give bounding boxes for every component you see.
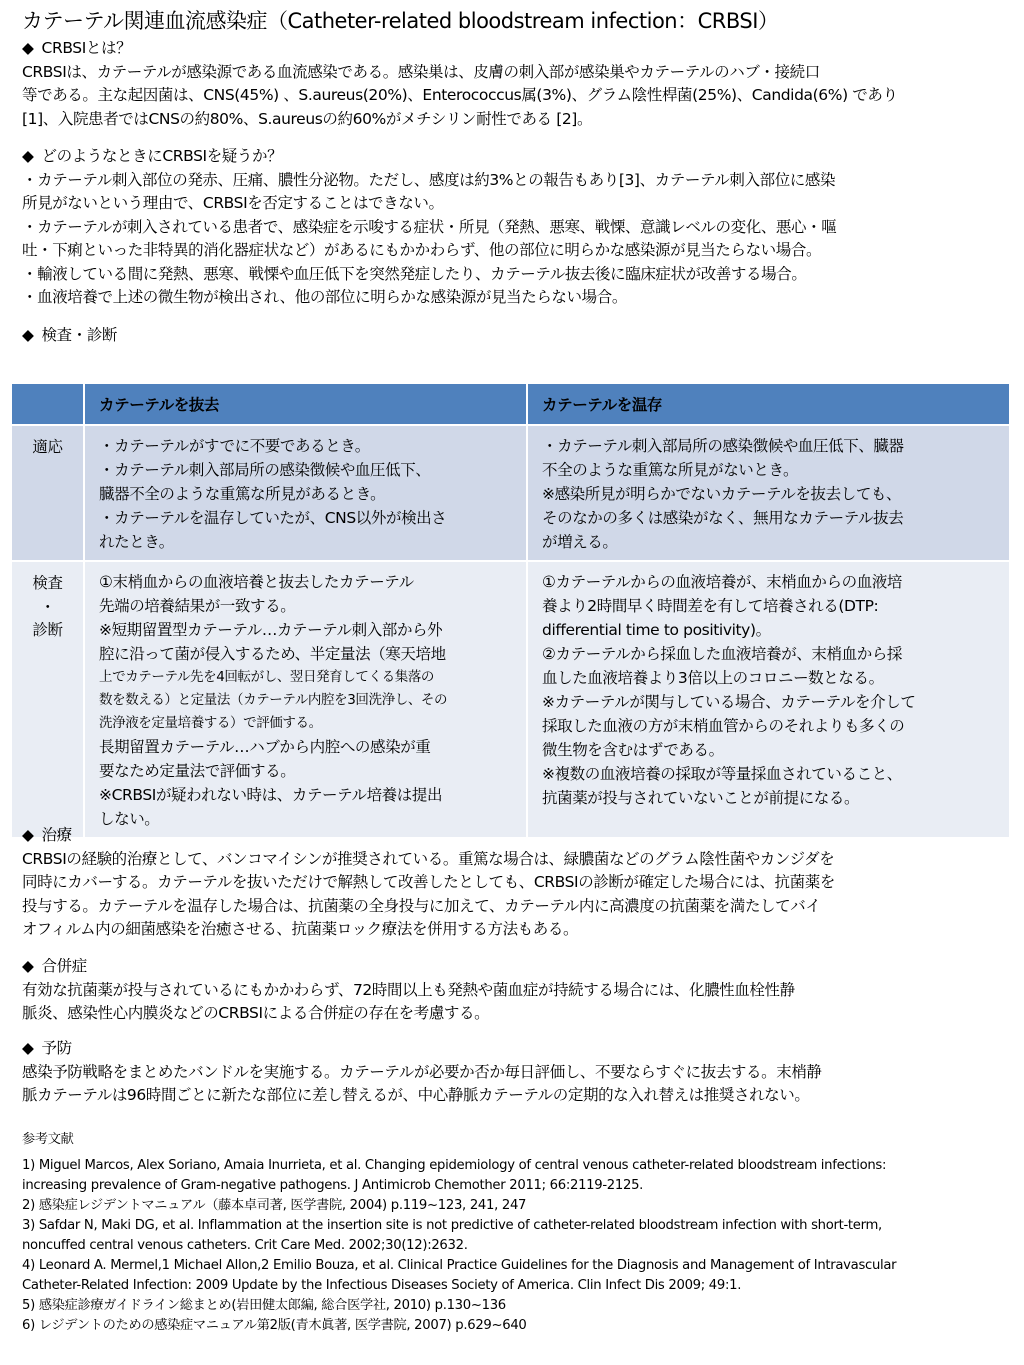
reference-line: 3) Safdar N, Maki DG, et al. Inflammation at the insertion site is not predictive of catheter-related bloodstream infection with short-term,	[22, 1218, 882, 1233]
section-line: ・血液培養で上述の微生物が検出され、他の部位に明らかな感染源が見当たらない場合。	[22, 288, 627, 306]
references-title: 参考文献	[22, 1132, 74, 1147]
cell-diagnosis-keep: ①カテーテルからの血液培養が、末梢血からの血液培 養より2時間早く時間差を有して培養される(DTP: differential time to positivity)。 ②カテーテルから採血した血液培養が、末梢血から採 血した血液培養より3倍以上のコロニー数となる。 ※カテーテルが関与している場合、カテーテルを介して 採取した血液の方が末梢血管からのそれよりも多くの 微生物を含むはずである。 ※複数の血液培養の採取が等量採血されていること、 抗菌薬が投与されていないことが前提になる。	[527, 561, 1010, 838]
section-line: ・カテーテルが刺入されている患者で、感染症を示唆する症状・所見（発熱、悪寒、戦慄、意識レベルの変化、悪心・嘔	[22, 217, 837, 236]
section-heading: ◆ CRBSIとは？	[22, 37, 1007, 61]
table-row	[11, 425, 1010, 561]
section-heading: ◆ 検査・診断	[22, 324, 1007, 348]
table-header-keep: カテーテルを温存	[527, 383, 1010, 425]
reference-line: noncuffed central venous catheters. Crit Care Med. 2002;30(12):2632.	[22, 1238, 468, 1253]
reference-line: 4) Leonard A. Mermel,1 Michael Allon,2 Emilio Bouza, et al. Clinical Practice Guidelines for the Diagnosis and Management of Intravascular	[22, 1258, 897, 1273]
section-line: 所見がないという理由で、CRBSIを否定することはできない。	[22, 194, 444, 212]
section-line: 脈カテーテルは96時間ごとに新たな部位に差し替えるが、中心静脈カテーテルの定期的な入れ替えは推奨されない。	[22, 1086, 810, 1104]
section-heading: ◆ 合併症	[22, 955, 1007, 979]
diamond-bullet-icon: ◆	[22, 326, 34, 344]
section-line: 投与する。カテーテルを温存した場合は、抗菌薬の全身投与に加えて、カテーテル内に高濃度の抗菌薬を満たしてバイ	[22, 896, 821, 915]
section-complications	[22, 955, 1007, 1026]
row-head-diagnosis: 検査 ・ 診断	[11, 561, 84, 838]
reference-line: increasing prevalence of Gram-negative pathogens. J Antimicrob Chemother 2011; 66:2119-2125.	[22, 1178, 644, 1193]
reference-line: 5) 感染症診療ガイドライン総まとめ(岩田健太郎編, 総合医学社, 2010) p.130~136	[22, 1298, 506, 1313]
section-heading: ◆ 予防	[22, 1037, 1007, 1061]
section-line: 等である。主な起因菌は、CNS(45%) 、S.aureus(20%)、Enterococcus属(3%)、グラム陰性桿菌(25%)、Candida(6%) であり	[22, 86, 898, 104]
section-line: CRBSIは、カテーテルが感染源である血流感染である。感染巣は、皮膚の刺入部が感染巣やカテーテルのハブ・接続口	[22, 62, 820, 81]
section-treatment	[22, 824, 1007, 942]
reference-line: 6) レジデントのための感染症マニュアル第2版(青木眞著, 医学書院, 2007) p.629~640	[22, 1318, 527, 1333]
section-heading: ◆ どのようなときにCRBSIを疑うか？	[22, 145, 1007, 169]
section-prevention	[22, 1037, 1007, 1108]
diamond-bullet-icon: ◆	[22, 957, 34, 975]
cell-indication-remove: ・カテーテルがすでに不要であるとき。 ・カテーテル刺入部局所の感染徴候や血圧低下、 臓器不全のような重篤な所見があるとき。 ・カテーテルを温存していたが、CNS以外が検出さ れたとき。	[84, 425, 527, 561]
reference-line: 2) 感染症レジデントマニュアル（藤本卓司著, 医学書院, 2004) p.119~123, 241, 247	[22, 1198, 527, 1213]
section-line: オフィルム内の細菌感染を治癒させる、抗菌薬ロック療法を併用する方法もある。	[22, 920, 579, 938]
section-line: 感染予防戦略をまとめたバンドルを実施する。カテーテルが必要か否か毎日評価し、不要ならすぐに抜去する。末梢静	[22, 1062, 822, 1081]
reference-line: Catheter-Related Infection: 2009 Update by the Infectious Diseases Society of America. Clin Infect Dis 2009; 49:1.	[22, 1278, 742, 1293]
section-line: 吐・下痢といった非特異的消化器症状など）があるにもかかわらず、他の部位に明らかな感染源が見当たらない場合。	[22, 241, 822, 259]
section-line: 同時にカバーする。カテーテルを抜いただけで解熱して改善したとしても、CRBSIの診断が確定した場合には、抗菌薬を	[22, 873, 835, 891]
section-line: [1]、入院患者ではCNSの約80%、S.aureusの約60%がメチシリン耐性である [2]。	[22, 109, 593, 128]
diamond-bullet-icon: ◆	[22, 39, 34, 57]
diamond-bullet-icon: ◆	[22, 147, 34, 165]
table-header-remove: カテーテルを抜去	[84, 383, 527, 425]
section-suspect	[22, 145, 1007, 310]
table-row	[11, 561, 1010, 838]
section-line: 有効な抗菌薬が投与されているにもかかわらず、72時間以上も発熱や菌血症が持続する場合には、化膿性血栓性静	[22, 980, 795, 999]
section-line: CRBSIの経験的治療として、バンコマイシンが推奨されている。重篤な場合は、緑膿菌などのグラム陰性菌やカンジダを	[22, 849, 835, 868]
diamond-bullet-icon: ◆	[22, 826, 34, 844]
table-corner-cell	[11, 383, 84, 425]
section-heading: ◆ 治療	[22, 824, 1007, 848]
section-line: ・輸液している間に発熱、悪寒、戦慄や血圧低下を突然発症したり、カテーテル抜去後に臨床症状が改善する場合。	[22, 264, 807, 283]
document-title: カテーテル関連血流感染症（Catheter-related bloodstream infection：CRBSI）	[22, 9, 779, 33]
references	[22, 1130, 1012, 1336]
section-line: 脈炎、感染性心内膜炎などのCRBSIによる合併症の存在を考慮する。	[22, 1004, 490, 1022]
section-line: ・カテーテル刺入部位の発赤、圧痛、膿性分泌物。ただし、感度は約3%との報告もあり[3]、カテーテル刺入部位に感染	[22, 170, 836, 189]
diamond-bullet-icon: ◆	[22, 1039, 34, 1057]
cell-diagnosis-remove: ①末梢血からの血液培養と抜去したカテーテル 先端の培養結果が一致する。 ※短期留置型カテーテル…カテーテル刺入部から外 腔に沿って菌が侵入するため、半定量法（寒天培地 上でカテーテル先を4回転がし、翌日発育してくる集落の 数を数える）と定量法（カテーテル内腔を3回洗浄し、その 洗浄液を定量培養する）で評価する。 長期留置カテーテル…ハブから内腔への感染が重 要なため定量法で評価する。 ※CRBSIが疑われない時は、カテーテル培養は提出 しない。	[84, 561, 527, 838]
row-head-indication: 適応	[11, 425, 84, 561]
section-what	[22, 37, 1007, 131]
section-diagnosis	[22, 324, 1007, 348]
reference-line: 1) Miguel Marcos, Alex Soriano, Amaia Inurrieta, et al. Changing epidemiology of central venous catheter-related bloodstream infections:	[22, 1158, 887, 1173]
cell-indication-keep: ・カテーテル刺入部局所の感染徴候や血圧低下、臓器 不全のような重篤な所見がないとき。 ※感染所見が明らかでないカテーテルを抜去しても、 そのなかの多くは感染がなく、無用なカテーテル抜去 が増える。	[527, 425, 1010, 561]
diagnosis-table	[10, 382, 1011, 839]
